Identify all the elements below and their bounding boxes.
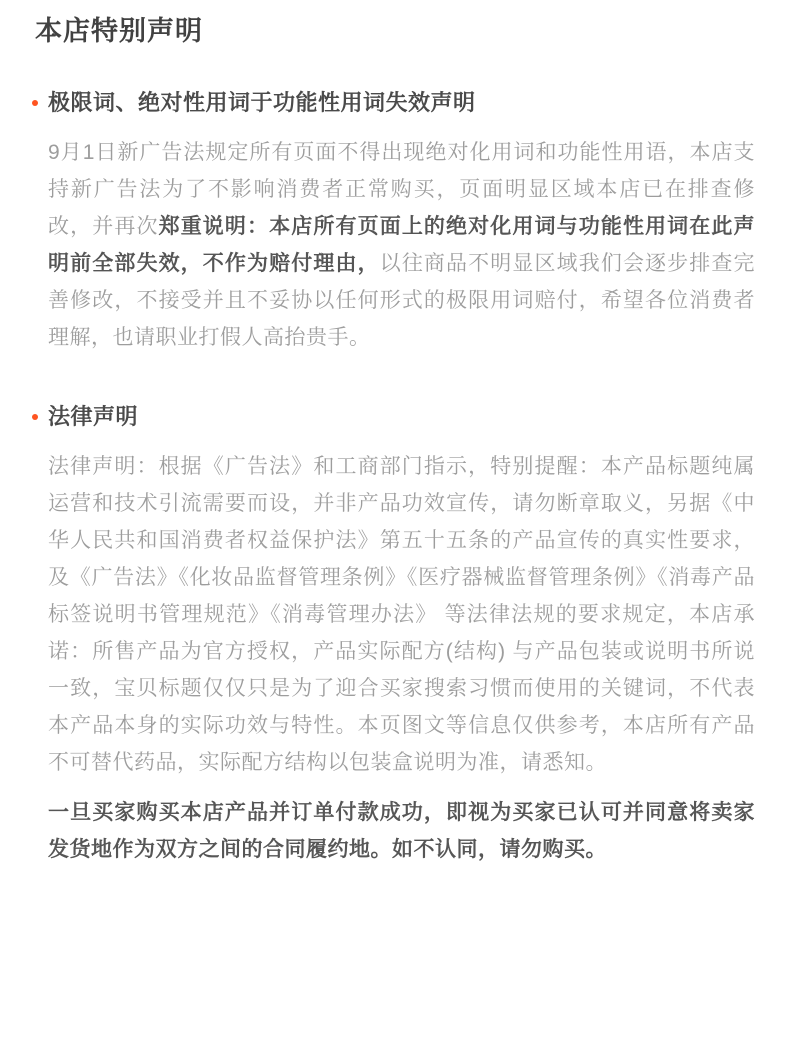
section-legal-statement	[35, 402, 755, 868]
bullet-dot-icon	[32, 414, 38, 420]
section-extreme-words-disclaimer	[35, 88, 755, 356]
bullet-dot-icon	[32, 100, 38, 106]
section-heading	[48, 402, 755, 432]
text-run: 以往商品不明显区域我们会逐步排查完善修改，不接受并且不妥协以任何形式的极限用词赔付，希望各位消费者理解，也请职业打假人高抬贵手。	[48, 252, 756, 349]
text-run-emphasis: 郑重说明：本店所有页面上的绝对化用词与功能性用词在此声明前全部失效，不作为赔付理由，	[48, 215, 756, 275]
text-run-emphasis: 一旦买家购买本店产品并订单付款成功，即视为买家已认可并同意将卖家发货地作为双方之间的合同履约地。如不认同，请勿购买。	[48, 801, 755, 861]
section-heading-text: 极限词、绝对性用词于功能性用词失效声明	[48, 90, 476, 115]
section-heading	[48, 88, 755, 118]
section-heading-text: 法律声明	[48, 404, 139, 429]
text-run: 法律声明：根据《广告法》和工商部门指示，特别提醒：本产品标题纯属运营和技术引流需要而设，并非产品功效宣传，请勿断章取义，另据《中华人民共和国消费者权益保护法》第五十五条的产品宣传的真实性要求，及《广告法》《化妆品监督管理条例》《医疗器械监督管理条例》《消毒产品标签说明书管理规范》《消毒管理办法》 等法律法规的要求规定，本店承诺：所售产品为官方授权，产品实际配方(结构) 与产品包装或说明书所说一致，宝贝标题仅仅只是为了迎合买家搜索习惯而使用的关键词，不代表本产品本身的实际功效与特性。本页图文等信息仅供参考，本店所有产品不可替代药品，实际配方结构以包装盒说明为准，请悉知。	[48, 455, 755, 774]
paragraph-purchase-agreement	[48, 794, 755, 868]
paragraph-legal-statement	[48, 448, 755, 781]
page-title: 本店特别声明	[35, 16, 203, 46]
text-run: 9月1日新广告法规定所有页面不得出现绝对化用词和功能性用语，本店支持新广告法为了不影响消费者正常购买，页面明显区域本店已在排查修改，并再次	[48, 141, 755, 238]
paragraph-extreme-words	[48, 134, 755, 356]
